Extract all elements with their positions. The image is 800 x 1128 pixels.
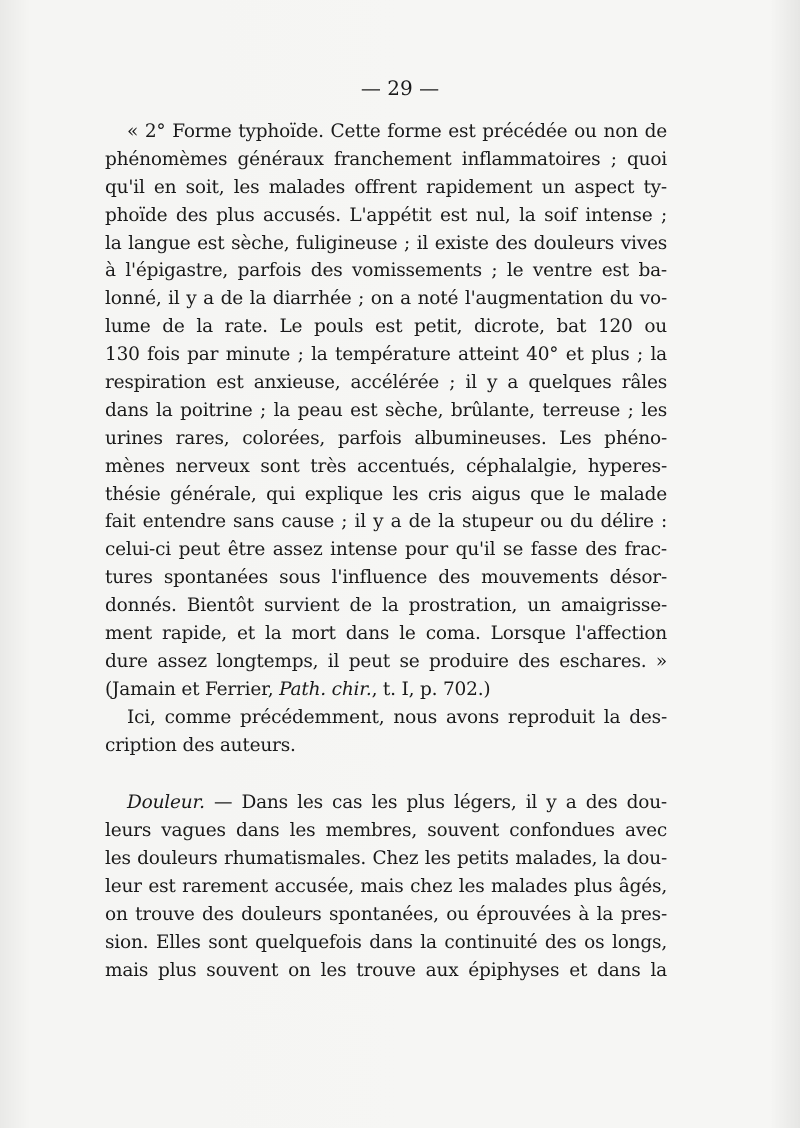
text-line: thésie générale, qui explique les cris aigus que le malade (105, 483, 667, 505)
text-line: ment rapide, et la mort dans le coma. Lorsque l'affection (105, 623, 667, 645)
text-line: « 2° Forme typhoïde. Cette forme est précédée ou non de (127, 121, 667, 142)
paragraph-typhoid-form (105, 118, 667, 676)
citation-title: Path. chir. (279, 678, 372, 700)
text-line: qu'il en soit, les malades offrent rapidement un aspect ty- (105, 176, 667, 198)
text-line: 130 fois par minute ; la température atteint 40° et plus ; la (105, 344, 667, 366)
paragraph-comment (105, 704, 667, 760)
text-line: dans la poitrine ; la peau est sèche, brûlante, terreuse ; les (105, 399, 667, 421)
page-number: — 29 — (360, 76, 440, 100)
text-line: celui-ci peut être assez intense pour qu'il se fasse des frac- (105, 539, 667, 561)
text-line: à l'épigastre, parfois des vomissements ; le ventre est ba- (105, 260, 667, 282)
text-line: urines rares, colorées, parfois albumineuses. Les phéno- (105, 427, 667, 449)
text-line: lonné, il y a de la diarrhée ; on a noté l'augmentation du vo- (105, 288, 667, 310)
citation-authors: (Jamain et Ferrier, (105, 678, 280, 700)
text-line (105, 789, 667, 817)
text-line: fait entendre sans cause ; il y a de la stupeur ou du délire : (105, 511, 667, 533)
text-line: sion. Elles sont quelquefois dans la continuité des os longs, (105, 931, 667, 953)
text-line: lume de la rate. Le pouls est petit, dicrote, bat 120 ou (105, 316, 667, 338)
text-line: phoïde des plus accusés. L'appétit est nul, la soif intense ; (105, 204, 667, 226)
text-line: mais plus souvent on les trouve aux épiphyses et dans la (105, 959, 667, 981)
text-line: on trouve des douleurs spontanées, ou éprouvées à la pres- (105, 904, 667, 926)
text-line: mènes nerveux sont très accentués, céphalalgie, hyperes- (105, 455, 667, 477)
paragraph-douleur (105, 789, 667, 984)
text-line-rest: — Dans les cas les plus légers, il y a des dou- (204, 792, 667, 814)
citation-reference: , t. I, p. 702.) (371, 678, 491, 700)
text-line: phénomèmes généraux franchement inflammatoires ; quoi (105, 148, 667, 170)
text-line: Ici, comme précédemment, nous avons reproduit la des- (127, 706, 667, 728)
text-line: tures spontanées sous l'influence des mouvements désor- (105, 567, 667, 589)
text-line: leurs vagues dans les membres, souvent confondues avec (105, 820, 667, 842)
text-line: dure assez longtemps, il peut se produire des eschares. » (105, 650, 667, 672)
text-line: leur est rarement accusée, mais chez les malades plus âgés, (105, 876, 667, 898)
text-line: la langue est sèche, fuligineuse ; il existe des douleurs vives (105, 232, 667, 254)
text-line: donnés. Bientôt survient de la prostration, un amaigrisse- (105, 595, 667, 617)
text-line: respiration est anxieuse, accélérée ; il y a quelques râles (105, 372, 667, 394)
section-heading: Douleur. (127, 792, 205, 814)
citation (105, 676, 667, 704)
text-line: les douleurs rhumatismales. Chez les petits malades, la dou- (105, 848, 667, 870)
page-body (105, 118, 667, 985)
text-line: cription des auteurs. (105, 734, 296, 756)
